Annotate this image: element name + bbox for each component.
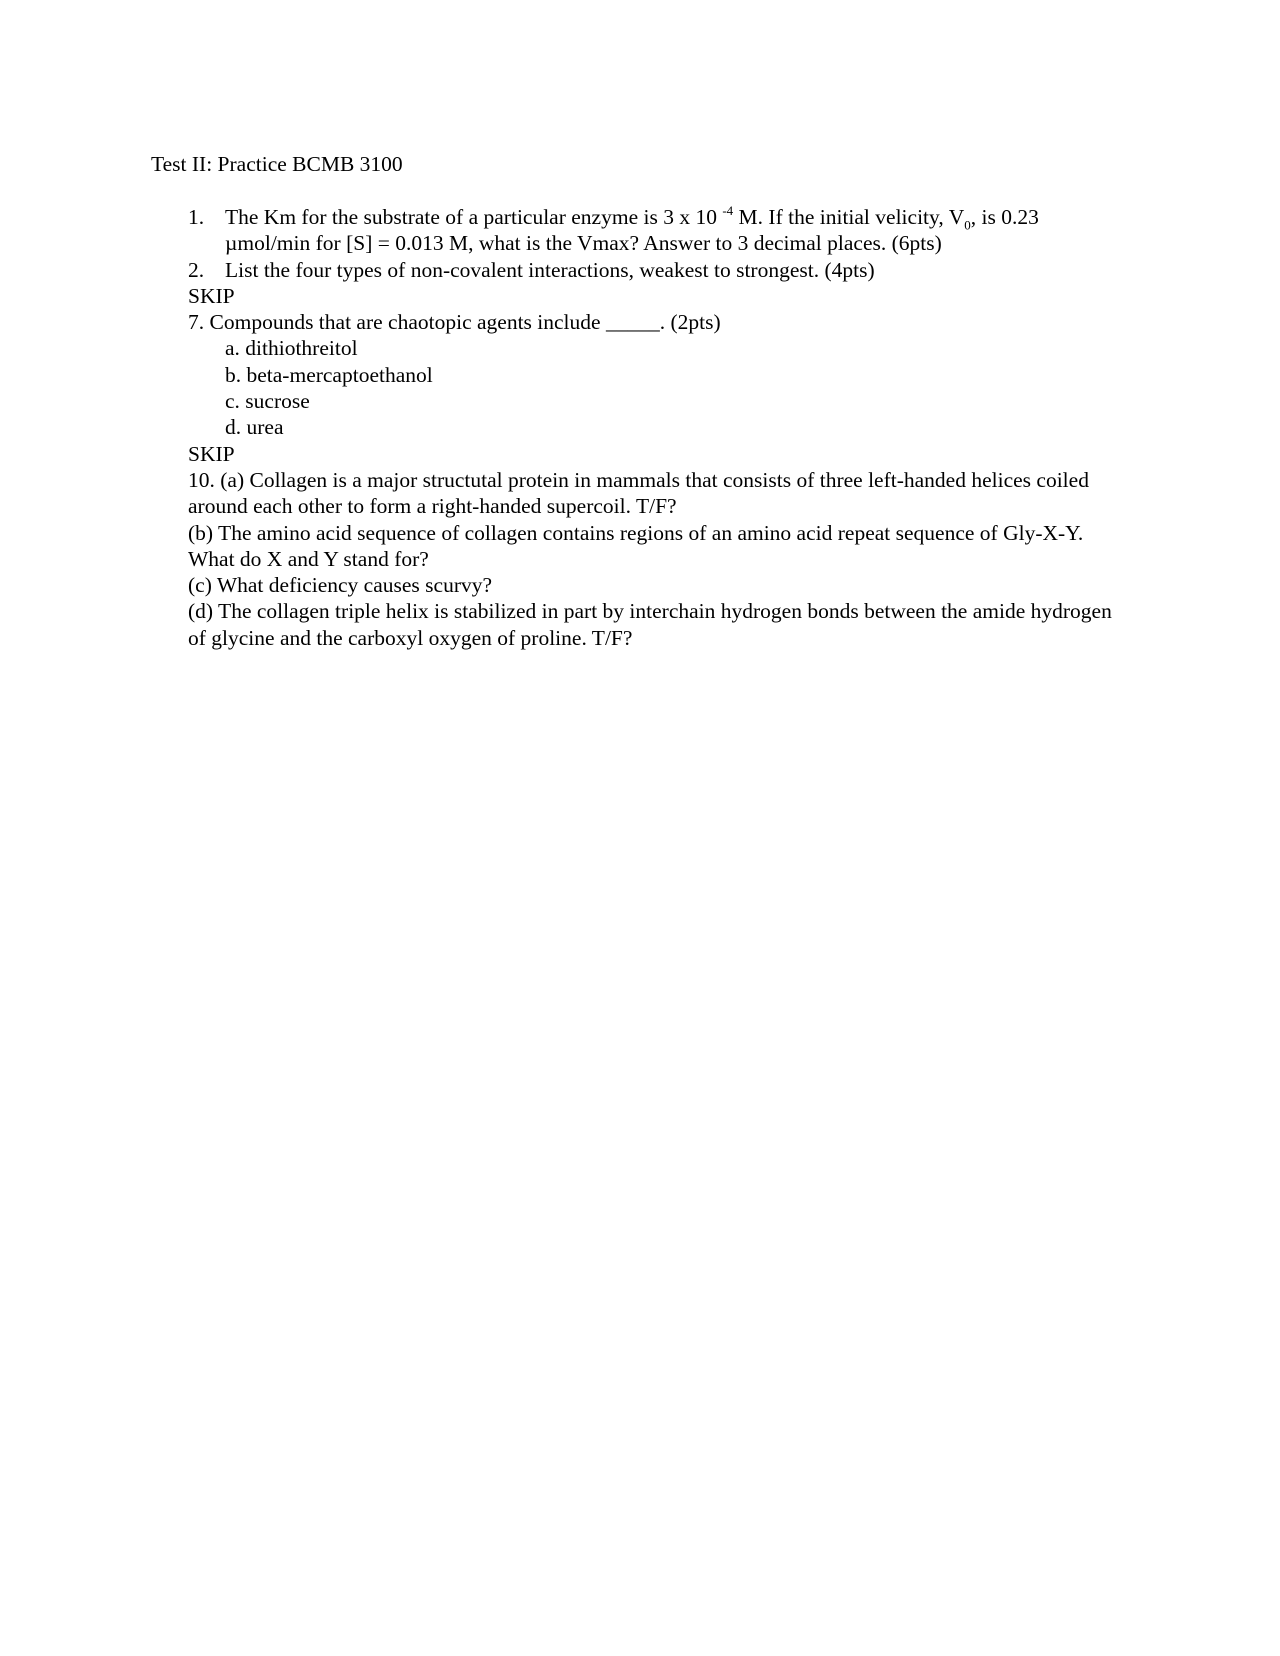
question-10-part-c: (c) What deficiency causes scurvy? [188, 573, 493, 598]
question-10-part-d: (d) The collagen triple helix is stabilized in part by interchain hydrogen bonds between the amide hydrogen of glycine and the carboxyl oxygen of proline. T/F? [188, 599, 1112, 650]
question-7-stem: 7. Compounds that are chaotopic agents include _____. (2pts) [188, 310, 721, 335]
question-7-option-a: a. dithiothreitol [225, 336, 358, 361]
question-7-option-b: b. beta-mercaptoethanol [225, 362, 433, 387]
question-1-text [225, 204, 1128, 257]
question-1-text-part: , is 0.23 µmol/min for [S] = 0.013 M, what is the Vmax? Answer to 3 decimal places. (6pts) [225, 205, 1039, 256]
subscript: 0 [964, 217, 971, 233]
question-1 [188, 204, 1128, 257]
question-1-text-part: The Km for the substrate of a particular enzyme is 3 x 10 [225, 205, 723, 229]
question-list [188, 204, 1128, 651]
question-10-part-b: (b) The amino acid sequence of collagen contains regions of an amino acid repeat sequence of Gly-X-Y. What do X and Y stand for? [188, 520, 1084, 571]
question-1-text-part: M. If the initial velicity, V [733, 205, 965, 229]
question-1-number: 1. [188, 205, 205, 229]
question-7-option-c: c. sucrose [225, 389, 310, 414]
exponent: -4 [722, 202, 734, 218]
question-2-number: 2. [188, 257, 205, 282]
skip-marker: SKIP [188, 441, 235, 466]
question-2-text: List the four types of non-covalent interactions, weakest to strongest. (4pts) [225, 257, 875, 282]
document-title: Test II: Practice BCMB 3100 [151, 152, 403, 176]
question-10-part-a: 10. (a) Collagen is a major structutal protein in mammals that consists of three left-handed helices coiled around each other to form a right-handed supercoil. T/F? [188, 467, 1089, 519]
question-2 [188, 257, 1128, 283]
question-7-option-d: d. urea [225, 415, 284, 440]
skip-marker: SKIP [188, 283, 235, 308]
